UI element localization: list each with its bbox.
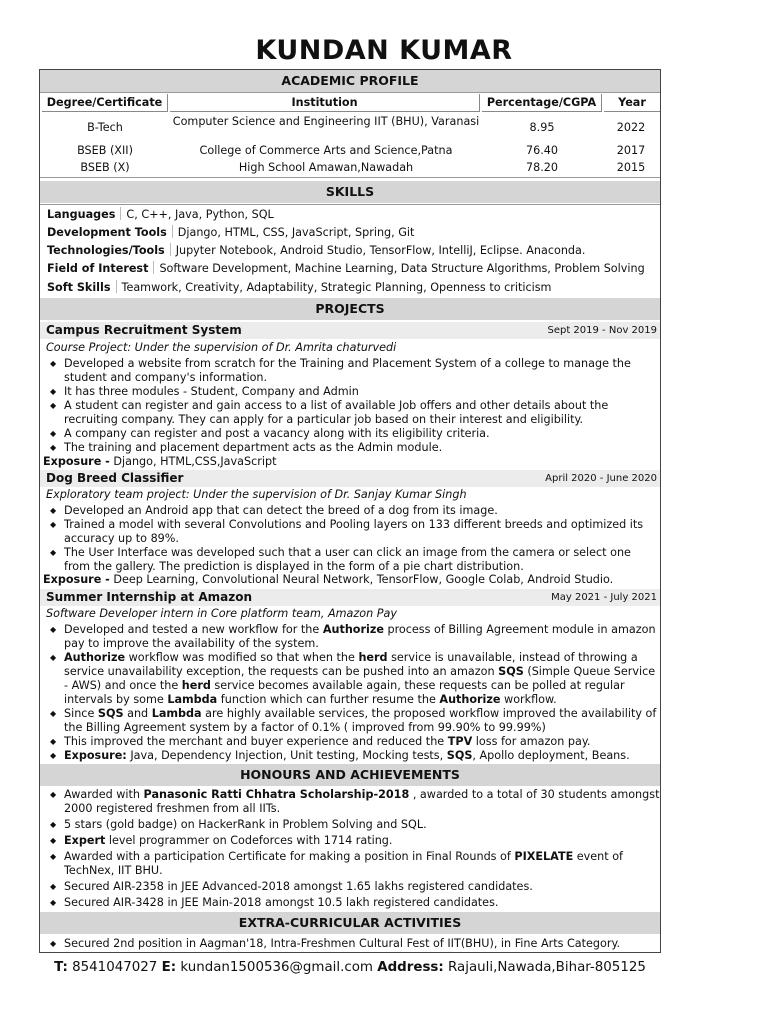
cell-degree: BSEB (X) bbox=[80, 161, 130, 174]
project-date: Sept 2019 - Nov 2019 bbox=[547, 325, 657, 336]
skill-label: Field of Interest bbox=[47, 262, 149, 275]
project-subtitle: Course Project: Under the supervision of Dr. Amrita chaturvedi bbox=[46, 341, 397, 354]
diamond-bullet-icon: ◆ bbox=[50, 898, 57, 907]
diamond-bullet-icon: ◆ bbox=[50, 790, 57, 799]
diamond-bullet-icon: ◆ bbox=[50, 653, 57, 662]
email-address: kundan1500536@gmail.com bbox=[180, 960, 373, 975]
cell-institution: High School Amawan,Nawadah bbox=[238, 161, 414, 174]
diamond-bullet-icon: ◆ bbox=[50, 820, 57, 829]
divider bbox=[170, 243, 171, 256]
table-row bbox=[40, 144, 660, 158]
list-item: ◆ Since SQS and Lambda are highly available services, the proposed workflow improved the availability of the Billing Agreement system by a factor of 0.1% ( improved from 99.90% to 99.99%) bbox=[50, 707, 657, 734]
address-label: Address: bbox=[377, 960, 444, 975]
diamond-bullet-icon: ◆ bbox=[50, 737, 57, 746]
divider bbox=[120, 207, 121, 220]
project-subtitle: Exploratory team project: Under the supervision of Dr. Sanjay Kumar Singh bbox=[46, 488, 467, 501]
diamond-bullet-icon: ◆ bbox=[50, 429, 57, 438]
diamond-bullet-icon: ◆ bbox=[50, 751, 57, 760]
postal-address: Rajauli,Nawada,Bihar-805125 bbox=[448, 960, 646, 975]
phone-label: T: bbox=[54, 960, 68, 975]
email-label: E: bbox=[161, 960, 177, 975]
project-title: Summer Internship at Amazon bbox=[46, 590, 253, 604]
section-title-academic: ACADEMIC PROFILE bbox=[40, 70, 660, 93]
cell-degree: B-Tech bbox=[87, 121, 123, 134]
list-item: ◆ Expert level programmer on Codeforces with 1714 rating. bbox=[50, 834, 393, 847]
project-subtitle: Software Developer intern in Core platform team, Amazon Pay bbox=[46, 607, 397, 620]
skill-label: Development Tools bbox=[47, 226, 167, 239]
project-title: Campus Recruitment System bbox=[46, 323, 242, 337]
diamond-bullet-icon: ◆ bbox=[50, 387, 57, 396]
cell-institution: Computer Science and Engineering IIT (BHU), Varanasi bbox=[172, 115, 480, 128]
section-title-skills: SKILLS bbox=[40, 181, 660, 203]
table-row bbox=[40, 114, 660, 142]
skill-label: Languages bbox=[47, 208, 116, 221]
cell-institution: College of Commerce Arts and Science,Patna bbox=[199, 144, 453, 157]
list-item: ◆ Developed a website from scratch for the Training and Placement System of a college to manage the student and company's information. bbox=[50, 357, 631, 384]
diamond-bullet-icon: ◆ bbox=[50, 443, 57, 452]
phone-number: 8541047027 bbox=[72, 960, 158, 975]
diamond-bullet-icon: ◆ bbox=[50, 520, 57, 529]
list-item: ◆ Awarded with a participation Certificate for making a position in Final Rounds of PIXELATE event of TechNex, IIT BHU. bbox=[50, 850, 623, 877]
skill-value: C, C++, Java, Python, SQL bbox=[126, 208, 274, 221]
list-item: ◆ Trained a model with several Convolutions and Pooling layers on 133 different breeds and optimized its accuracy up to 89%. bbox=[50, 518, 644, 545]
skill-row bbox=[47, 280, 551, 296]
diamond-bullet-icon: ◆ bbox=[50, 401, 57, 410]
skill-label: Soft Skills bbox=[47, 281, 111, 294]
table-row bbox=[40, 161, 660, 175]
header-degree: Degree/Certificate bbox=[42, 94, 168, 112]
diamond-bullet-icon: ◆ bbox=[50, 882, 57, 891]
skill-row bbox=[47, 243, 585, 259]
list-item: ◆ Awarded with Panasonic Ratti Chhatra Scholarship-2018 , awarded to a total of 30 students amongst 2000 registered freshmen from all IITs. bbox=[50, 788, 660, 815]
list-item: ◆ This improved the merchant and buyer experience and reduced the TPV loss for amazon pay. bbox=[50, 735, 591, 748]
divider bbox=[116, 280, 117, 293]
diamond-bullet-icon: ◆ bbox=[50, 852, 57, 861]
skill-label: Technologies/Tools bbox=[47, 244, 165, 257]
list-item: ◆ The User Interface was developed such that a user can click an image from the camera or select one from the gallery. The prediction is displayed in the form of a pie chart distribution. bbox=[50, 546, 631, 573]
diamond-bullet-icon: ◆ bbox=[50, 836, 57, 845]
section-divider bbox=[40, 177, 660, 178]
cell-year: 2017 bbox=[616, 144, 646, 157]
list-item: ◆ A company can register and post a vacancy along with its eligibility criteria. bbox=[50, 427, 490, 440]
list-item: ◆ Authorize workflow was modified so that when the herd service is unavailable, instead of throwing a service unavailability exception, the requests can be pushed into an amazon SQS (Simple Queue Service - AWS) and once the herd service becomes available again, these requests can be polled at regular intervals by some Lambda function which can further resume the Authorize workflow. bbox=[50, 651, 656, 706]
skill-value: Django, HTML, CSS, JavaScript, Spring, Git bbox=[177, 226, 415, 239]
cell-score: 76.40 bbox=[525, 144, 559, 157]
section-title-honours: HONOURS AND ACHIEVEMENTS bbox=[40, 764, 660, 786]
cell-year: 2022 bbox=[616, 121, 646, 134]
list-item: ◆ Developed and tested a new workflow for the Authorize process of Billing Agreement module in amazon pay to improve the availability of the system. bbox=[50, 623, 656, 650]
project-header bbox=[40, 322, 660, 339]
honours-list bbox=[48, 788, 660, 910]
list-item: ◆ 5 stars (gold badge) on HackerRank in Problem Solving and SQL. bbox=[50, 818, 427, 831]
extracurricular-list bbox=[48, 937, 660, 951]
cell-degree: BSEB (XII) bbox=[77, 144, 133, 157]
list-item: ◆ It has three modules - Student, Company and Admin bbox=[50, 385, 359, 398]
diamond-bullet-icon: ◆ bbox=[50, 359, 57, 368]
project-bullets bbox=[48, 504, 660, 574]
divider bbox=[172, 225, 173, 238]
candidate-name: KUNDAN KUMAR bbox=[255, 35, 513, 66]
project-date: April 2020 - June 2020 bbox=[545, 473, 657, 484]
diamond-bullet-icon: ◆ bbox=[50, 939, 57, 948]
project-date: May 2021 - July 2021 bbox=[551, 592, 657, 603]
diamond-bullet-icon: ◆ bbox=[50, 548, 57, 557]
skill-row bbox=[47, 207, 274, 223]
skill-value: Teamwork, Creativity, Adaptability, Strategic Planning, Openness to criticism bbox=[121, 281, 552, 294]
list-item: ◆ A student can register and gain access to a list of available Job offers and other details about the recruiting company. They can apply for a particular job based on their interest and eligibility. bbox=[50, 399, 609, 426]
project-header bbox=[40, 589, 660, 606]
header-institution: Institution bbox=[170, 94, 480, 112]
cell-score: 8.95 bbox=[529, 121, 555, 134]
project-bullets bbox=[48, 357, 660, 455]
project-bullets bbox=[48, 623, 660, 763]
list-item: ◆ Developed an Android app that can detect the breed of a dog from its image. bbox=[50, 504, 498, 517]
contact-line bbox=[0, 958, 700, 978]
list-item: ◆ Secured AIR-3428 in JEE Main-2018 amongst 10.5 lakh registered candidates. bbox=[50, 896, 499, 909]
project-exposure: Exposure - Deep Learning, Convolutional Neural Network, TensorFlow, Google Colab, Android Studio. bbox=[43, 573, 614, 586]
list-item: ◆ Secured AIR-2358 in JEE Advanced-2018 amongst 1.65 lakhs registered candidates. bbox=[50, 880, 533, 893]
cell-year: 2015 bbox=[616, 161, 646, 174]
header-score: Percentage/CGPA bbox=[482, 94, 602, 112]
list-item: ◆ The training and placement department acts as the Admin module. bbox=[50, 441, 443, 454]
academic-table-header bbox=[40, 94, 660, 112]
skill-row bbox=[47, 261, 645, 277]
diamond-bullet-icon: ◆ bbox=[50, 625, 57, 634]
section-title-extracurricular: EXTRA-CURRICULAR ACTIVITIES bbox=[40, 912, 660, 934]
list-item: ◆ Secured 2nd position in Aagman'18, Intra-Freshmen Cultural Fest of IIT(BHU), in Fine Arts Category. bbox=[50, 937, 621, 950]
project-header bbox=[40, 470, 660, 487]
skill-value: Software Development, Machine Learning, Data Structure Algorithms, Problem Solving bbox=[159, 262, 645, 275]
project-exposure: Exposure - Django, HTML,CSS,JavaScript bbox=[43, 455, 277, 468]
diamond-bullet-icon: ◆ bbox=[50, 506, 57, 515]
section-divider bbox=[40, 204, 660, 205]
skill-value: Jupyter Notebook, Android Studio, TensorFlow, IntelliJ, Eclipse. Anaconda. bbox=[175, 244, 586, 257]
section-title-projects: PROJECTS bbox=[40, 298, 660, 320]
header-year: Year bbox=[604, 94, 660, 112]
diamond-bullet-icon: ◆ bbox=[50, 709, 57, 718]
divider bbox=[153, 261, 154, 274]
project-title: Dog Breed Classifier bbox=[46, 471, 184, 485]
list-item: ◆ Exposure: Java, Dependency Injection, Unit testing, Mocking tests, SQS, Apollo deployment, Beans. bbox=[50, 749, 630, 762]
skill-row bbox=[47, 225, 414, 241]
cell-score: 78.20 bbox=[525, 161, 559, 174]
